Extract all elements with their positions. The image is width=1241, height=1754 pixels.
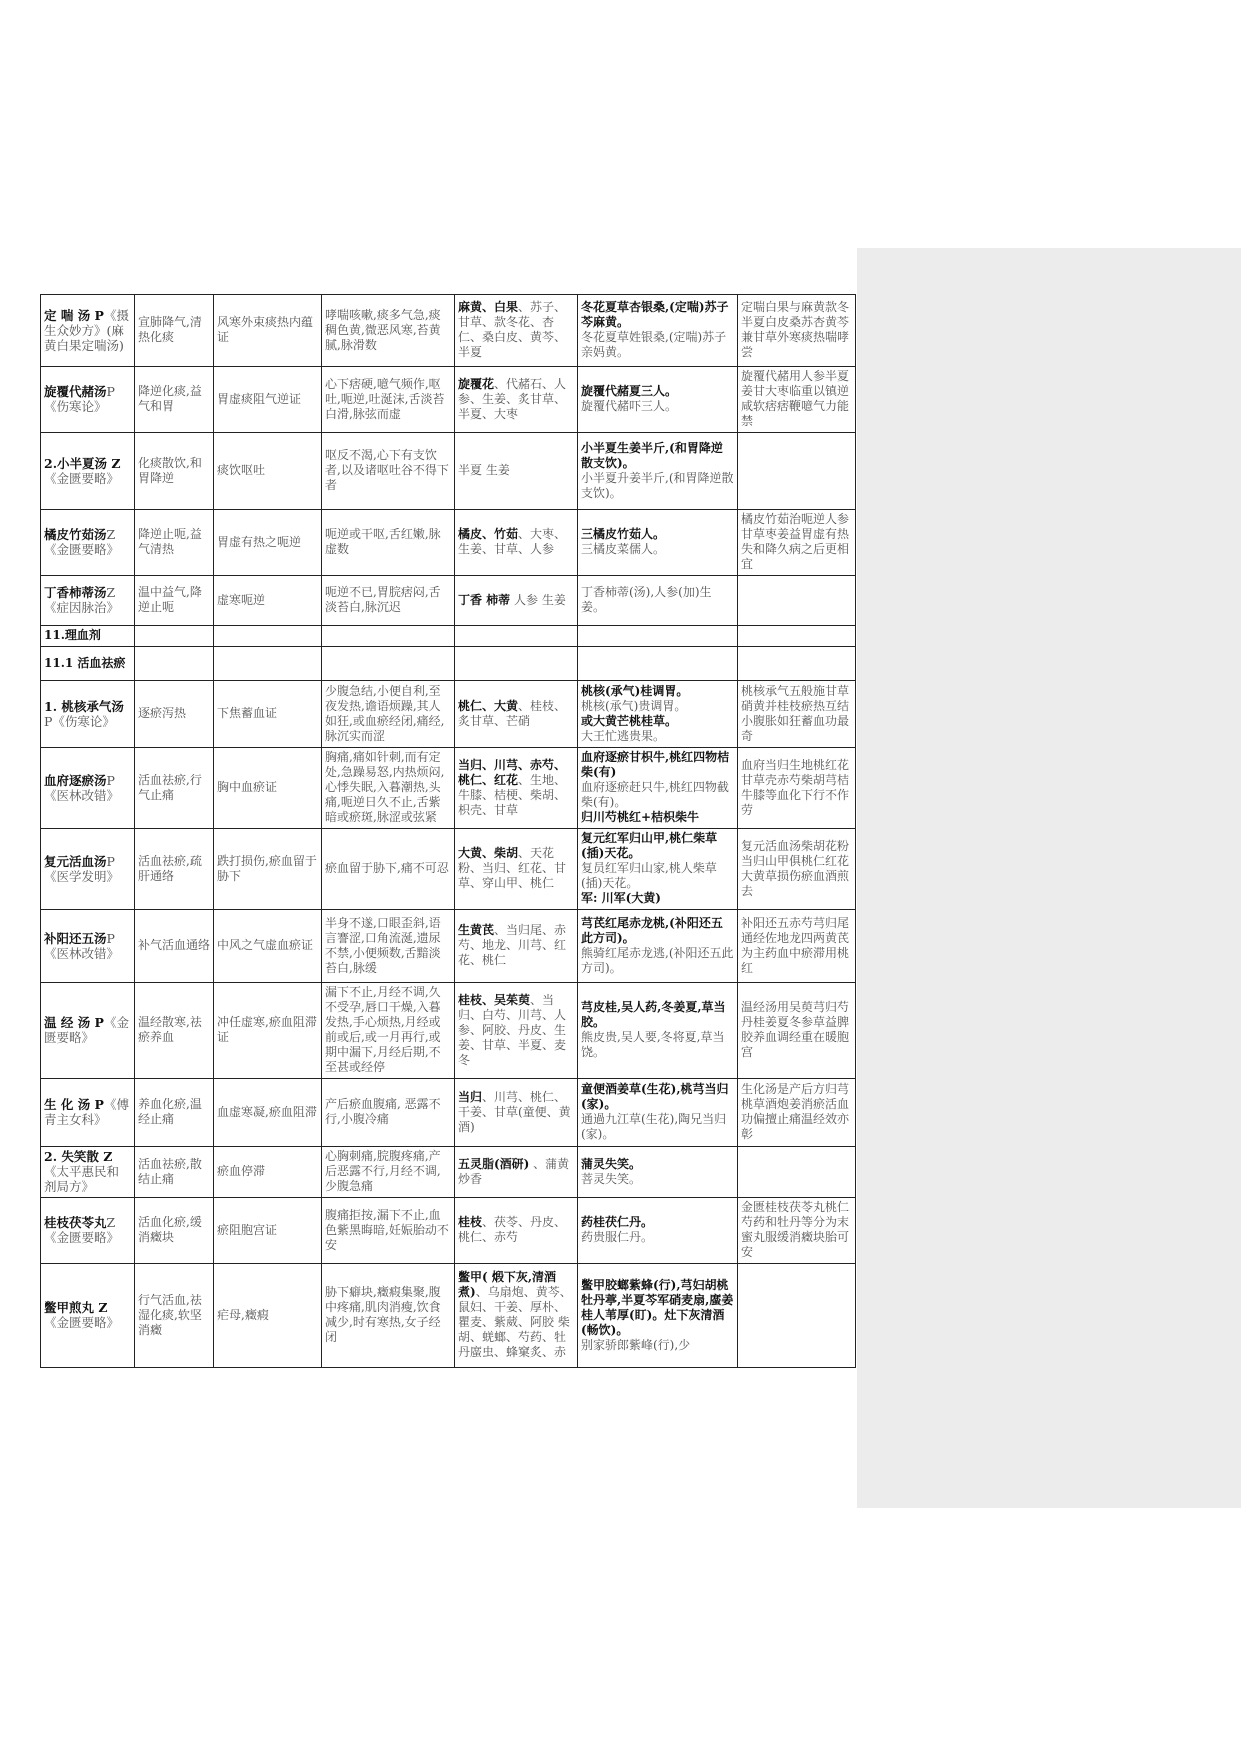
- mnemonic-variant: 菩灵失笑。: [581, 1171, 642, 1186]
- key-ingredients: 丁香 柿蒂: [458, 592, 511, 607]
- empty-cell: [322, 647, 455, 681]
- formula-name: 2. 失笑散 Z: [44, 1149, 113, 1164]
- formula-source: 《摄生众妙方》(麻黄白果定喘汤): [44, 307, 129, 353]
- symptoms-cell: 瘀血留于胁下,痛不可忍: [322, 829, 455, 910]
- mnemonic-bold: 归川芍桃红+桔枳柴牛: [581, 810, 700, 824]
- ingredients-cell: [455, 433, 578, 510]
- notes-cell: [738, 1264, 856, 1368]
- mnemonic-variant: 大王忙逃贵果。: [581, 728, 666, 743]
- formula-name-cell: [41, 510, 135, 576]
- symptoms-cell: 少腹急结,小便自利,至夜发热,谵语烦躁,其人如狂,或血瘀经闭,痛经,脉沉实而涩: [322, 681, 455, 748]
- symptoms-cell: 呕反不渴,心下有支饮者,以及诸呕吐谷不得下者: [322, 433, 455, 510]
- other-ingredients: 、大枣、生姜、甘草、人参: [458, 527, 567, 556]
- ingredients-cell: [455, 367, 578, 433]
- mnemonic-bold: 冬花夏草杏银桑,(定喘)苏子芩麻黄。: [581, 300, 729, 329]
- table-row: [41, 510, 856, 576]
- formula-name: 温 经 汤 P: [44, 1015, 104, 1030]
- effect-cell: 活血祛瘀,疏肝通络: [135, 829, 214, 910]
- formula-source: 《金匮要略》: [44, 1015, 129, 1045]
- mnemonic-cell: [578, 1079, 738, 1147]
- other-ingredients: 、川芎、桃仁、干姜、甘草(童便、黄酒): [458, 1089, 571, 1134]
- other-ingredients: 、乌扇炮、黄芩、鼠妇、干姜、厚朴、瞿麦、紫葳、阿胶 柴胡、蜣螂、芍药、牡丹䗪虫、蜂窠炙、赤: [458, 1285, 572, 1359]
- ingredients-cell: [455, 1264, 578, 1368]
- table-row: [41, 829, 856, 910]
- other-ingredients: 、蒲黄炒香: [458, 1156, 570, 1186]
- key-ingredients: 大黄、柴胡: [458, 846, 519, 860]
- mnemonic-variant: 药贵服仁丹。: [581, 1230, 654, 1244]
- formula-name: 补阳还五汤: [44, 930, 107, 946]
- effect-cell: 温经散寒,祛瘀养血: [135, 983, 214, 1079]
- table-row: [41, 910, 856, 983]
- mnemonic-bold: 芎皮桂,吴人药,冬姜夏,草当胶。: [581, 1000, 726, 1029]
- empty-cell: [455, 647, 578, 681]
- indication-cell: 风寒外束痰热内蕴证: [214, 295, 322, 367]
- mnemonic-cell: [578, 910, 738, 983]
- formula-name-cell: [41, 1198, 135, 1264]
- indication-cell: 下焦蓄血证: [214, 681, 322, 748]
- formula-source: Z《金匮要略》: [44, 1215, 120, 1245]
- mnemonic-bold: 鳖甲胶螂紫蜂(行),芎妇胡桃牡丹葶,半夏芩军硝麦扇,䗪姜桂人苇厚(盯)。灶下灰清酒(畅饮)。: [581, 1277, 734, 1337]
- ingredients-cell: [455, 681, 578, 748]
- formula-table: [40, 294, 856, 1368]
- notes-cell: [738, 433, 856, 510]
- formula-name: 定 喘 汤 P: [44, 307, 104, 323]
- mnemonic-bold: 芎芪红尾赤龙桃,(补阳还五此方司)。: [581, 915, 723, 945]
- formula-name-cell: [41, 983, 135, 1079]
- mnemonic-cell: [578, 681, 738, 748]
- mnemonic-variant: 小半夏升姜半斤,(和胃降逆散支饮)。: [581, 470, 734, 500]
- mnemonic-variant: 熊皮贵,吴人要,冬将夏,草当饶。: [581, 1030, 725, 1059]
- mnemonic-variant: 丁香柿蒂(汤),人参(加)生姜。: [581, 585, 712, 614]
- notes-cell: 旋覆代赭用人参半夏姜甘大枣临重以镇逆咸软痞痞鞭噫气力能禁: [738, 367, 856, 433]
- notes-cell: 血府当归生地桃红花甘草壳赤芍柴胡芎桔牛膝等血化下行不作劳: [738, 748, 856, 829]
- notes-cell: [738, 1147, 856, 1198]
- empty-cell: [455, 626, 578, 647]
- mnemonic-bold: 或大黄芒桃桂草。: [581, 713, 678, 728]
- indication-cell: 疟母,癥瘕: [214, 1264, 322, 1368]
- indication-cell: 血虚寒凝,瘀血阻滞: [214, 1079, 322, 1147]
- indication-cell: 虚寒呃逆: [214, 576, 322, 626]
- notes-cell: 橘皮竹茹治呃逆人参甘草枣姜益胃虚有热失和降久病之后更相宜: [738, 510, 856, 576]
- table-row: [41, 1264, 856, 1368]
- mnemonic-variant: 三橘皮菜儒人。: [581, 542, 666, 556]
- ingredients-cell: [455, 748, 578, 829]
- effect-cell: 降逆化痰,益气和胃: [135, 367, 214, 433]
- effect-cell: 活血祛瘀,行气止痛: [135, 748, 214, 829]
- table-row: [41, 1079, 856, 1147]
- ingredients-cell: [455, 1198, 578, 1264]
- table-row: [41, 983, 856, 1079]
- mnemonic-variant: 血府逐瘀赶只牛,桃红四物截柴(有)。: [581, 780, 729, 809]
- symptoms-cell: 产后瘀血腹痛, 恶露不行,小腹冷痛: [322, 1079, 455, 1147]
- formula-source: 《太平惠民和剂局方》: [44, 1164, 120, 1194]
- key-ingredients: 鳖甲( 煅下灰,清酒煮): [458, 1270, 557, 1299]
- formula-name: 鳖甲煎丸 Z: [44, 1300, 108, 1315]
- symptoms-cell: 呃逆或干呕,舌红嫩,脉虚数: [322, 510, 455, 576]
- key-ingredients: 桂枝: [458, 1215, 483, 1229]
- formula-source: P《医学发明》: [44, 853, 120, 884]
- other-ingredients: 、代赭石、人参、生姜、炙甘草、半夏、大枣: [458, 376, 567, 421]
- other-ingredients: 半夏 生姜: [458, 463, 510, 477]
- ingredients-cell: [455, 1147, 578, 1198]
- effect-cell: 补气活血通络: [135, 910, 214, 983]
- key-ingredients: 旋覆花: [458, 376, 495, 391]
- formula-name-cell: [41, 576, 135, 626]
- key-ingredients: 当归、川芎、赤芍、桃仁、红花: [458, 757, 567, 787]
- notes-cell: 补阳还五赤芍芎归尾通经佐地龙四两黄芪为主药血中瘀滞用桃红: [738, 910, 856, 983]
- formula-name-cell: [41, 1264, 135, 1368]
- indication-cell: 瘀阻胞宫证: [214, 1198, 322, 1264]
- formula-source: 《金匮要略》: [44, 1315, 120, 1330]
- empty-cell: [578, 647, 738, 681]
- mnemonic-variant: 旋覆代赭吓三人。: [581, 399, 678, 413]
- ingredients-cell: [455, 510, 578, 576]
- formula-source: 《金匮要略》: [44, 470, 120, 486]
- mnemonic-cell: [578, 510, 738, 576]
- other-ingredients: 、天花粉、当归、红花、甘草、穿山甲、桃仁: [458, 846, 567, 890]
- mnemonic-variant: 复员红军归山家,桃人柴草(插)天花。: [581, 861, 717, 890]
- symptoms-cell: 漏下不止,月经不调,久不受孕,唇口干燥,入暮发热,手心烦热,月经或前或后,或一月再行,或期中漏下,月经后期,不至甚或经停: [322, 983, 455, 1079]
- ingredients-cell: [455, 576, 578, 626]
- mnemonic-cell: [578, 295, 738, 367]
- ingredients-cell: [455, 1079, 578, 1147]
- section-title: 11.理血剂: [41, 626, 135, 647]
- mnemonic-bold: 旋覆代赭夏三人。: [581, 384, 678, 398]
- key-ingredients: 五灵脂(酒研): [458, 1156, 530, 1171]
- symptoms-cell: 哮喘咳嗽,痰多气急,痰稠色黄,微恶风寒,苔黄腻,脉滑数: [322, 295, 455, 367]
- formula-name-cell: [41, 433, 135, 510]
- other-ingredients: 人参 生姜: [510, 592, 566, 607]
- other-ingredients: 、苏子、甘草、款冬花、杏仁、桑白皮、黄芩、半夏: [458, 300, 567, 359]
- effect-cell: 行气活血,祛湿化痰,软坚消癥: [135, 1264, 214, 1368]
- ingredients-cell: [455, 829, 578, 910]
- notes-cell: 金匮桂枝茯苓丸桃仁芍药和牡丹等分为末蜜丸服缓消癥块胎可安: [738, 1198, 856, 1264]
- mnemonic-variant: 别家骄郎紫峰(行),少: [581, 1337, 691, 1352]
- notes-cell: [738, 576, 856, 626]
- formula-name-cell: [41, 910, 135, 983]
- table-row: [41, 748, 856, 829]
- empty-cell: [738, 647, 856, 681]
- symptoms-cell: 心胸刺痛,脘腹疼痛,产后恶露不行,月经不调,少腹急痛: [322, 1147, 455, 1198]
- table-row: [41, 1147, 856, 1198]
- effect-cell: 活血祛瘀,散结止痛: [135, 1147, 214, 1198]
- key-ingredients: 当归: [458, 1089, 483, 1104]
- empty-cell: [135, 626, 214, 647]
- section-title: 11.1 活血祛瘀: [41, 647, 135, 681]
- formula-source: Z《金匮要略》: [44, 527, 120, 557]
- other-ingredients: 、当归、白芍、川芎、人参、阿胶、丹皮、生姜、甘草、半夏、麦冬: [458, 992, 567, 1067]
- mnemonic-variant: 熊骑红尾赤龙逃,(补阳还五此方司)。: [581, 945, 734, 975]
- effect-cell: 温中益气,降逆止呃: [135, 576, 214, 626]
- symptoms-cell: 心下痞硬,噫气频作,呕吐,呃逆,吐涎沫,舌淡苔白滑,脉弦而虚: [322, 367, 455, 433]
- symptoms-cell: 半身不遂,口眼歪斜,语言謇涩,口角流涎,遗尿不禁,小便频数,舌黯淡苔白,脉缓: [322, 910, 455, 983]
- formula-name-cell: [41, 295, 135, 367]
- indication-cell: 跌打损伤,瘀血留于胁下: [214, 829, 322, 910]
- formula-name: 复元活血汤: [44, 853, 107, 869]
- notes-cell: 复元活血汤柴胡花粉当归山甲俱桃仁红花大黄草损伤瘀血酒煎去: [738, 829, 856, 910]
- formula-name-cell: [41, 681, 135, 748]
- symptoms-cell: 胁下癖块,癥瘕集聚,腹中疼痛,肌肉消瘦,饮食减少,时有寒热,女子经闭: [322, 1264, 455, 1368]
- mnemonic-bold: 三橘皮竹茹人。: [581, 527, 666, 541]
- section-row: [41, 647, 856, 681]
- formula-name: 桂枝茯苓丸: [44, 1215, 107, 1230]
- formula-name-cell: [41, 829, 135, 910]
- notes-cell: 桃核承气五般施甘草硝黄并桂枝瘀热互结小腹胀如狂蓄血功最奇: [738, 681, 856, 748]
- effect-cell: 宣肺降气,清热化痰: [135, 295, 214, 367]
- formula-name: 血府逐瘀汤: [44, 772, 107, 788]
- empty-cell: [738, 626, 856, 647]
- ingredients-cell: [455, 910, 578, 983]
- mnemonic-cell: [578, 983, 738, 1079]
- effect-cell: 养血化瘀,温经止痛: [135, 1079, 214, 1147]
- mnemonic-variant: 通過九江草(生花),陶兄当归(家)。: [581, 1112, 727, 1141]
- key-ingredients: 麻黄、白果: [458, 300, 519, 314]
- mnemonic-cell: [578, 748, 738, 829]
- other-ingredients: 、生地、牛膝、桔梗、柴胡、枳壳、甘草: [458, 772, 567, 817]
- formula-name-cell: [41, 367, 135, 433]
- indication-cell: 中风之气虚血瘀证: [214, 910, 322, 983]
- mnemonic-bold: 复元红军归山甲,桃仁柴草(插)天花。: [581, 831, 718, 860]
- formula-name: 2.小半夏汤 Z: [44, 455, 121, 471]
- formula-name: 丁香柿蒂汤: [44, 585, 107, 600]
- mnemonic-cell: [578, 433, 738, 510]
- formula-name: 生 化 汤 P: [44, 1097, 104, 1112]
- formula-name-cell: [41, 1147, 135, 1198]
- section-row: [41, 626, 856, 647]
- key-ingredients: 桂枝、吴茱萸: [458, 992, 531, 1007]
- effect-cell: 活血化瘀,缓消癥块: [135, 1198, 214, 1264]
- table-row: [41, 295, 856, 367]
- indication-cell: 冲任虚寒,瘀血阻滞证: [214, 983, 322, 1079]
- other-ingredients: 、桂枝、炙甘草、芒硝: [458, 698, 567, 728]
- formula-name-cell: [41, 748, 135, 829]
- formula-name: 旋覆代赭汤: [44, 384, 107, 399]
- effect-cell: 化痰散饮,和胃降逆: [135, 433, 214, 510]
- formula-source: P《医林改错》: [44, 930, 120, 961]
- indication-cell: 胃虚痰阻气逆证: [214, 367, 322, 433]
- mnemonic-cell: [578, 1264, 738, 1368]
- mnemonic-cell: [578, 1198, 738, 1264]
- notes-cell: 定喘白果与麻黄款冬半夏白皮桑苏杏黄芩兼甘草外寒痰热喘哮尝: [738, 295, 856, 367]
- effect-cell: 降逆止呃,益气清热: [135, 510, 214, 576]
- indication-cell: 瘀血停滞: [214, 1147, 322, 1198]
- indication-cell: 胃虚有热之呃逆: [214, 510, 322, 576]
- formula-source: P《伤寒论》: [44, 713, 115, 729]
- mnemonic-cell: [578, 576, 738, 626]
- mnemonic-bold: 桃核(承气)桂调胃。: [581, 683, 689, 698]
- indication-cell: 痰饮呕吐: [214, 433, 322, 510]
- formula-source: 《傅青主女科》: [44, 1097, 129, 1127]
- key-ingredients: 桃仁、大黄: [458, 698, 519, 713]
- table-row: [41, 367, 856, 433]
- mnemonic-cell: [578, 1147, 738, 1198]
- empty-cell: [214, 647, 322, 681]
- formula-source: P《伤寒论》: [44, 384, 115, 414]
- symptoms-cell: 呃逆不已,胃脘痞闷,舌淡苔白,脉沉迟: [322, 576, 455, 626]
- table-row: [41, 1198, 856, 1264]
- formula-source: Z《症因脉治》: [44, 585, 120, 615]
- formula-name: 1. 桃核承气汤: [44, 698, 124, 714]
- notes-cell: 温经汤用吴萸芎归芍丹桂姜夏冬参草益脾胶养血调经重在暖胞宫: [738, 983, 856, 1079]
- mnemonic-cell: [578, 829, 738, 910]
- mnemonic-variant: 桃核(承气)贵调胃。: [581, 698, 687, 713]
- empty-cell: [578, 626, 738, 647]
- table-row: [41, 433, 856, 510]
- other-ingredients: 、当归尾、赤芍、地龙、川芎、红花、桃仁: [458, 923, 567, 967]
- mnemonic-bold: 药桂茯仁丹。: [581, 1215, 654, 1229]
- key-ingredients: 生黄芪: [458, 923, 495, 937]
- symptoms-cell: 胸痛,痛如针刺,而有定处,急躁易怒,内热烦闷,心悸失眠,入暮潮热,头痛,呃逆日久不止,舌紫暗或瘀斑,脉涩或弦紧: [322, 748, 455, 829]
- indication-cell: 胸中血瘀证: [214, 748, 322, 829]
- formula-name-cell: [41, 1079, 135, 1147]
- table-row: [41, 681, 856, 748]
- comment-pane: [857, 248, 1241, 1508]
- table-row: [41, 576, 856, 626]
- effect-cell: 逐瘀泻热: [135, 681, 214, 748]
- ingredients-cell: [455, 983, 578, 1079]
- other-ingredients: 、茯苓、丹皮、桃仁、赤芍: [458, 1215, 567, 1244]
- mnemonic-variant: 冬花夏草姓银桑,(定喘)苏子亲妈黄。: [581, 330, 727, 359]
- mnemonic-bold: 蒲灵失笑。: [581, 1156, 642, 1171]
- empty-cell: [214, 626, 322, 647]
- mnemonic-cell: [578, 367, 738, 433]
- formula-name: 橘皮竹茹汤: [44, 527, 107, 542]
- mnemonic-bold: 小半夏生姜半斤,(和胃降逆散支饮)。: [581, 440, 723, 470]
- mnemonic-bold: 血府逐瘀甘枳牛,桃红四物桔柴(有): [581, 750, 730, 779]
- ingredients-cell: [455, 295, 578, 367]
- notes-cell: 生化汤是产后方归芎桃草酒炮姜消瘀活血功偏擅止痛温经效亦彰: [738, 1079, 856, 1147]
- symptoms-cell: 腹痛拒按,漏下不止,血色紫黑晦暗,妊娠胎动不安: [322, 1198, 455, 1264]
- empty-cell: [322, 626, 455, 647]
- empty-cell: [135, 647, 214, 681]
- key-ingredients: 橘皮、竹茹: [458, 527, 519, 541]
- formula-source: P《医林改错》: [44, 772, 120, 803]
- mnemonic-bold: 军: 川军(大黄): [581, 891, 661, 905]
- mnemonic-bold: 童便酒姜草(生花),桃芎当归(家)。: [581, 1082, 729, 1111]
